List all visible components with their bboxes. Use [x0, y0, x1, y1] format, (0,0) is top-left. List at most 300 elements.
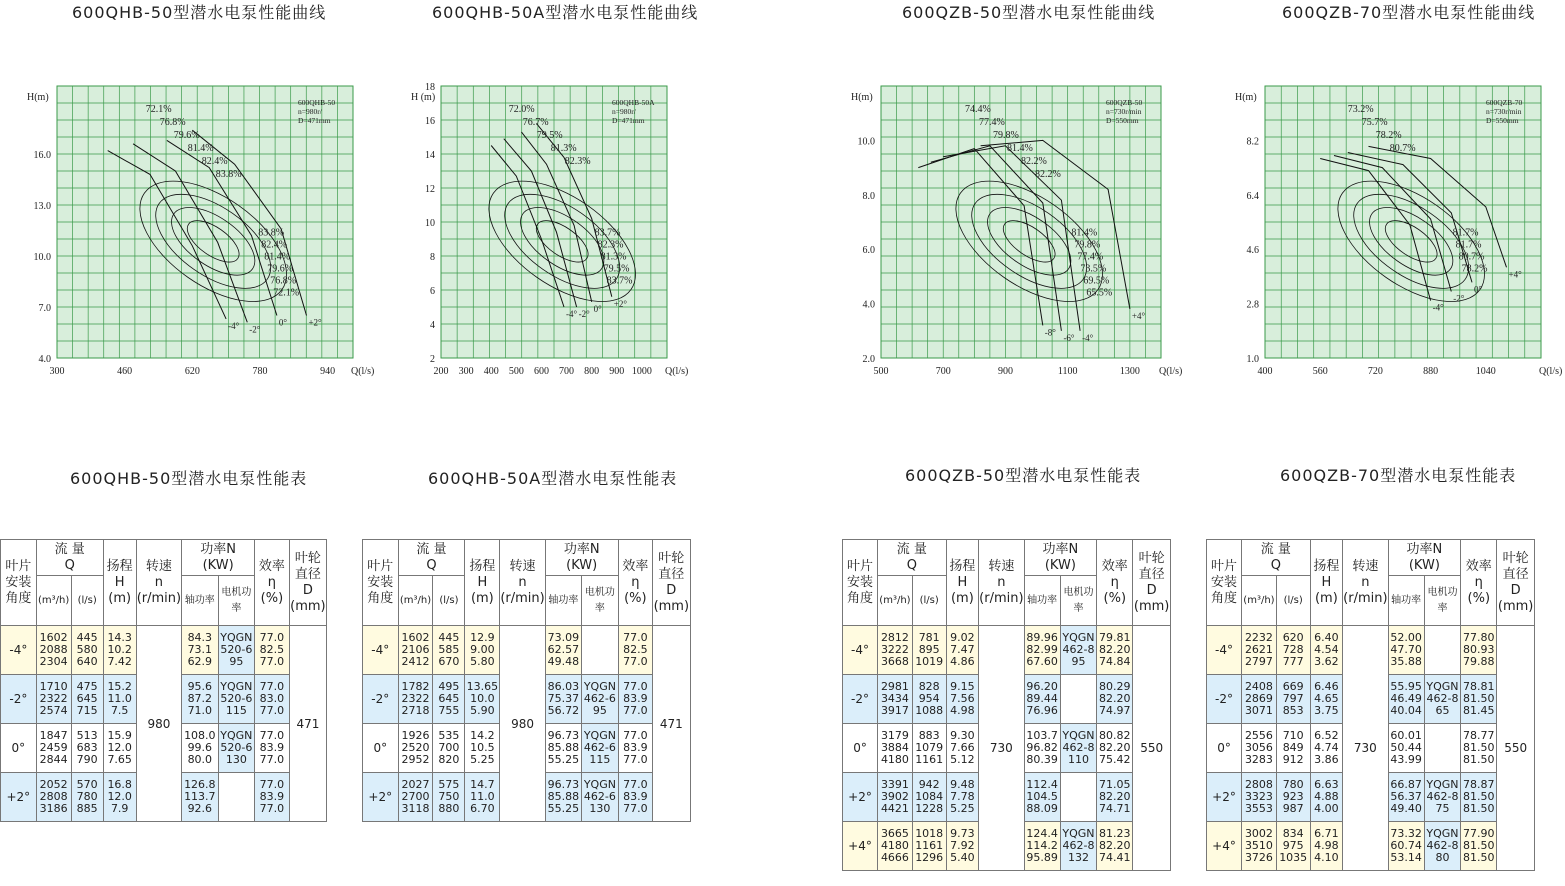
efficiency-cell: 77.0 83.9 77.0 [618, 724, 652, 773]
curve-angle-label: 0° [1474, 284, 1483, 295]
y-tick-label: 2.0 [862, 354, 875, 365]
efficiency-label: 77.4% [1077, 251, 1104, 263]
shaft-power-cell: 84.3 73.1 62.9 [182, 626, 218, 675]
header-flow: 流 量 Q [36, 540, 103, 576]
table-title-4: 600QZB-70型潜水电泵性能表 [1280, 466, 1517, 485]
header-speed: 转速 n (r/min) [500, 540, 545, 626]
flow-ls-cell: 781 895 1019 [912, 626, 946, 675]
header-shaft-power: 轴功率 [182, 576, 218, 626]
efficiency-label: 81.3% [550, 143, 577, 154]
shaft-power-cell: 60.01 50.44 43.99 [1388, 724, 1424, 773]
flow-m3h-cell: 2232 2621 2797 [1242, 626, 1277, 675]
head-cell: 14.2 10.5 5.25 [465, 724, 500, 773]
efficiency-label: 79.8% [1074, 239, 1101, 251]
flow-ls-cell: 445 585 670 [433, 626, 465, 675]
legend-text: n=980r/ [612, 107, 636, 116]
y-axis-label: H(m) [27, 92, 49, 103]
efficiency-label: 83.7% [594, 227, 621, 239]
head-cell: 9.02 7.47 4.86 [946, 626, 979, 675]
blade-angle-cell: +2° [843, 773, 878, 822]
header-blade-angle: 叶片 安装 角度 [363, 540, 399, 626]
blade-angle-cell: -4° [1, 626, 37, 675]
header-speed: 转速 n (r/min) [979, 540, 1024, 626]
head-cell: 9.48 7.78 5.25 [946, 773, 979, 822]
efficiency-label: 79.6% [173, 130, 200, 141]
x-tick-label: 300 [49, 366, 65, 377]
y-tick-label: 2 [430, 354, 435, 365]
efficiency-cell: 78.81 81.50 81.45 [1461, 675, 1497, 724]
efficiency-label: 81.3% [600, 251, 627, 263]
impeller-diameter-cell: 550 [1133, 626, 1171, 871]
header-m3h: (m³/h) [878, 576, 913, 626]
y-tick-label: 4.0 [862, 299, 875, 311]
y-tick-label: 6.0 [862, 245, 875, 257]
chart-title-2: 600QHB-50A型潜水电泵性能曲线 [432, 3, 699, 22]
shaft-power-cell: 73.09 62.57 49.48 [545, 626, 581, 675]
curve-angle-label: -4° [1432, 302, 1444, 313]
header-head: 扬程 H (m) [465, 540, 500, 626]
x-axis-label: Q(l/s) [1159, 366, 1183, 377]
header-ls: (l/s) [71, 576, 103, 626]
flow-ls-cell: 1018 1161 1296 [912, 822, 946, 871]
efficiency-label: 73.5% [1080, 263, 1107, 275]
flow-ls-cell: 495 645 755 [433, 675, 465, 724]
flow-ls-cell: 942 1084 1228 [912, 773, 946, 822]
x-tick-label: 1300 [1119, 366, 1140, 377]
flow-m3h-cell: 1710 2322 2574 [36, 675, 71, 724]
efficiency-cell: 71.05 82.20 74.71 [1097, 773, 1133, 822]
x-tick-label: 940 [320, 366, 336, 377]
efficiency-cell: 78.87 81.50 81.50 [1461, 773, 1497, 822]
shaft-power-cell: 86.03 75.37 56.72 [545, 675, 581, 724]
x-tick-label: 1000 [631, 366, 652, 377]
header-power: 功率N (KW) [545, 540, 618, 576]
impeller-diameter-cell: 550 [1497, 626, 1535, 871]
x-tick-label: 500 [508, 366, 524, 377]
curve-angle-label: 0° [593, 303, 602, 314]
x-axis-label: Q(l/s) [351, 366, 375, 377]
y-axis-label: H(m) [1235, 92, 1257, 103]
efficiency-label: 72.1% [273, 287, 300, 299]
efficiency-cell: 77.0 83.0 77.0 [255, 675, 289, 724]
x-tick-label: 300 [458, 366, 474, 377]
flow-m3h-cell: 2408 2869 3071 [1242, 675, 1277, 724]
header-speed: 转速 n (r/min) [1343, 540, 1388, 626]
motor-power-cell: YQGN 462-8 80 [1424, 822, 1460, 871]
shaft-power-cell: 108.0 99.6 80.0 [182, 724, 218, 773]
blade-angle-cell: 0° [843, 724, 878, 773]
efficiency-cell: 80.82 82.20 75.42 [1097, 724, 1133, 773]
x-tick-label: 800 [584, 366, 600, 377]
y-tick-label: 6.4 [1246, 190, 1259, 202]
legend-text: 600QHB-50 [298, 98, 336, 107]
head-cell: 15.2 11.0 7.5 [103, 675, 136, 724]
head-cell: 13.65 10.0 5.90 [465, 675, 500, 724]
blade-angle-cell: -4° [843, 626, 878, 675]
efficiency-cell: 81.23 82.20 74.41 [1097, 822, 1133, 871]
header-shaft-power: 轴功率 [1024, 576, 1060, 626]
efficiency-label: 78.2% [1375, 130, 1402, 141]
blade-angle-cell: +2° [363, 773, 399, 822]
efficiency-label: 82.2% [1035, 169, 1061, 180]
efficiency-label: 81.4% [1007, 143, 1033, 154]
flow-ls-cell: 445 580 640 [71, 626, 103, 675]
flow-m3h-cell: 2052 2808 3186 [36, 773, 71, 822]
x-tick-label: 700 [935, 366, 951, 377]
legend-text: D=471mm [612, 116, 645, 125]
motor-power-cell: YQGN 462-8 110 [1060, 724, 1096, 773]
header-ls: (l/s) [433, 576, 465, 626]
flow-m3h-cell: 1602 2106 2412 [398, 626, 433, 675]
efficiency-cell: 77.0 83.9 77.0 [618, 675, 652, 724]
flow-m3h-cell: 3002 3510 3726 [1242, 822, 1277, 871]
y-tick-label: 6 [430, 286, 435, 297]
x-tick-label: 900 [997, 366, 1013, 377]
blade-angle-cell: 0° [1207, 724, 1242, 773]
header-blade-angle: 叶片 安装 角度 [1207, 540, 1242, 626]
curve-angle-label: -2° [249, 324, 261, 335]
motor-power-cell: YQGN 462-8 95 [1060, 626, 1096, 675]
y-tick-label: 16.0 [33, 150, 51, 161]
curve-angle-label: +4° [1131, 311, 1146, 322]
performance-table [842, 539, 1198, 871]
flow-m3h-cell: 2556 3056 3283 [1242, 724, 1277, 773]
efficiency-cell: 77.0 83.9 77.0 [255, 773, 289, 822]
header-impeller: 叶轮直径 D (mm) [289, 540, 327, 626]
flow-ls-cell: 535 700 820 [433, 724, 465, 773]
header-power: 功率N (KW) [182, 540, 255, 576]
flow-m3h-cell: 2027 2700 3118 [398, 773, 433, 822]
shaft-power-cell: 52.00 47.70 35.88 [1388, 626, 1424, 675]
efficiency-cell: 78.77 81.50 81.50 [1461, 724, 1497, 773]
blade-angle-cell: +2° [1, 773, 37, 822]
y-axis-label: H(m) [851, 92, 873, 103]
efficiency-label: 80.7% [1458, 251, 1485, 263]
flow-m3h-cell: 1847 2459 2844 [36, 724, 71, 773]
header-efficiency: 效率 η (%) [618, 540, 652, 626]
shaft-power-cell: 126.8 113.7 92.6 [182, 773, 218, 822]
shaft-power-cell: 96.73 85.88 55.25 [545, 773, 581, 822]
efficiency-label: 72.1% [145, 104, 172, 115]
head-cell: 12.9 9.00 5.80 [465, 626, 500, 675]
blade-angle-cell: -4° [363, 626, 399, 675]
flow-m3h-cell: 3391 3902 4421 [878, 773, 913, 822]
shaft-power-cell: 73.32 60.74 53.14 [1388, 822, 1424, 871]
motor-power-cell: YQGN 520-6 115 [218, 675, 255, 724]
efficiency-label: 76.7% [522, 117, 549, 128]
performance-table [0, 539, 356, 822]
motor-power-cell [582, 626, 619, 675]
y-tick-label: 7.0 [38, 303, 51, 314]
motor-power-cell: YQGN 520-6 95 [218, 626, 255, 675]
y-tick-label: 13.0 [33, 201, 51, 212]
curve-angle-label: -4° [566, 309, 578, 319]
flow-m3h-cell: 2808 3323 3553 [1242, 773, 1277, 822]
motor-power-cell: YQGN 462-8 132 [1060, 822, 1096, 871]
motor-power-cell: YQGN 462-6 115 [582, 724, 619, 773]
header-m3h: (m³/h) [36, 576, 71, 626]
flow-m3h-cell: 1926 2520 2952 [398, 724, 433, 773]
efficiency-label: 77.4% [979, 117, 1005, 128]
legend-text: 600QZB-50 [1106, 98, 1143, 107]
y-tick-label: 8.2 [1246, 136, 1259, 148]
efficiency-cell: 77.80 80.93 79.88 [1461, 626, 1497, 675]
motor-power-cell: YQGN 462-6 95 [582, 675, 619, 724]
chart-title-4: 600QZB-70型潜水电泵性能曲线 [1282, 3, 1536, 22]
efficiency-label: 79.8% [993, 130, 1019, 141]
table-title-1: 600QHB-50型潜水电泵性能表 [70, 469, 308, 488]
y-tick-label: 4 [430, 320, 435, 331]
efficiency-label: 79.6% [267, 263, 294, 275]
y-tick-label: 12 [425, 184, 435, 195]
chart-title-3: 600QZB-50型潜水电泵性能曲线 [902, 3, 1156, 22]
efficiency-cell: 77.0 83.9 77.0 [618, 773, 652, 822]
impeller-diameter-cell: 471 [653, 626, 691, 822]
efficiency-label: 81.7% [1455, 239, 1482, 251]
header-ls: (l/s) [912, 576, 946, 626]
curve-angle-label: -2° [1453, 293, 1465, 304]
speed-cell: 980 [136, 626, 181, 822]
performance-table [362, 539, 719, 822]
blade-angle-cell: -2° [1, 675, 37, 724]
flow-ls-cell: 834 975 1035 [1276, 822, 1310, 871]
head-cell: 14.3 10.2 7.42 [103, 626, 136, 675]
efficiency-cell: 79.81 82.20 74.84 [1097, 626, 1133, 675]
head-cell: 6.46 4.65 3.75 [1310, 675, 1343, 724]
speed-cell: 730 [1343, 626, 1388, 871]
header-motor-power: 电机功率 [582, 576, 619, 626]
head-cell: 6.40 4.54 3.62 [1310, 626, 1343, 675]
y-tick-label: 4.0 [38, 354, 51, 365]
flow-m3h-cell: 3665 4180 4666 [878, 822, 913, 871]
head-cell: 6.52 4.74 3.86 [1310, 724, 1343, 773]
efficiency-label: 72.0% [508, 104, 535, 115]
flow-m3h-cell: 1602 2088 2304 [36, 626, 71, 675]
shaft-power-cell: 103.7 96.82 80.39 [1024, 724, 1060, 773]
blade-angle-cell: +4° [843, 822, 878, 871]
table-row [363, 626, 719, 675]
x-tick-label: 460 [117, 366, 133, 377]
motor-power-cell [218, 773, 255, 822]
flow-ls-cell: 575 750 880 [433, 773, 465, 822]
efficiency-label: 81.4% [1071, 227, 1098, 239]
efficiency-label: 79.5% [603, 263, 630, 275]
motor-power-cell [1424, 724, 1460, 773]
header-blade-angle: 叶片 安装 角度 [843, 540, 878, 626]
blade-angle-cell: 0° [363, 724, 399, 773]
header-motor-power: 电机功率 [1060, 576, 1096, 626]
motor-power-cell: YQGN 462-8 75 [1424, 773, 1460, 822]
efficiency-label: 81.4% [187, 143, 214, 154]
table-row [1, 626, 356, 675]
x-tick-label: 560 [1312, 366, 1328, 377]
efficiency-label: 83.7% [606, 275, 633, 287]
blade-angle-cell: +2° [1207, 773, 1242, 822]
efficiency-label: 79.5% [536, 130, 563, 141]
y-tick-label: 4.6 [1246, 245, 1259, 257]
efficiency-label: 76.8% [270, 275, 297, 287]
y-tick-label: 18 [425, 82, 435, 93]
x-tick-label: 720 [1367, 366, 1383, 377]
flow-ls-cell: 513 683 790 [71, 724, 103, 773]
shaft-power-cell: 66.87 56.37 49.40 [1388, 773, 1424, 822]
motor-power-cell: YQGN 520-6 130 [218, 724, 255, 773]
performance-table [1206, 539, 1562, 871]
shaft-power-cell: 89.96 82.99 67.60 [1024, 626, 1060, 675]
curve-angle-label: +4° [1508, 269, 1522, 280]
performance-charts [0, 0, 1565, 400]
efficiency-cell: 80.29 82.20 74.97 [1097, 675, 1133, 724]
header-shaft-power: 轴功率 [1388, 576, 1424, 626]
efficiency-label: 73.2% [1347, 104, 1374, 115]
efficiency-label: 82.2% [1021, 156, 1047, 167]
header-speed: 转速 n (r/min) [136, 540, 181, 626]
efficiency-label: 80.7% [1389, 143, 1416, 154]
y-tick-label: 10 [425, 218, 435, 229]
flow-ls-cell: 883 1079 1161 [912, 724, 946, 773]
head-cell: 16.8 12.0 7.9 [103, 773, 136, 822]
flow-m3h-cell: 1782 2322 2718 [398, 675, 433, 724]
flow-ls-cell: 570 780 885 [71, 773, 103, 822]
blade-angle-cell: -2° [1207, 675, 1242, 724]
shaft-power-cell: 96.73 85.88 55.25 [545, 724, 581, 773]
table-title-3: 600QZB-50型潜水电泵性能表 [905, 466, 1142, 485]
header-efficiency: 效率 η (%) [1461, 540, 1497, 626]
motor-power-cell: YQGN 462-6 130 [582, 773, 619, 822]
header-shaft-power: 轴功率 [545, 576, 581, 626]
header-flow: 流 量 Q [1242, 540, 1311, 576]
flow-ls-cell: 780 923 987 [1276, 773, 1310, 822]
head-cell: 6.71 4.98 4.10 [1310, 822, 1343, 871]
speed-cell: 980 [500, 626, 545, 822]
header-impeller: 叶轮直径 D (mm) [1133, 540, 1171, 626]
flow-m3h-cell: 2812 3222 3668 [878, 626, 913, 675]
header-efficiency: 效率 η (%) [1097, 540, 1133, 626]
head-cell: 15.9 12.0 7.65 [103, 724, 136, 773]
header-motor-power: 电机功率 [218, 576, 255, 626]
flow-ls-cell: 620 728 777 [1276, 626, 1310, 675]
y-tick-label: 10.0 [857, 136, 875, 148]
efficiency-label: 81.4% [264, 251, 291, 263]
header-ls: (l/s) [1276, 576, 1310, 626]
legend-text: n=730r/min [1486, 107, 1522, 116]
blade-angle-cell: -2° [843, 675, 878, 724]
x-tick-label: 620 [184, 366, 200, 377]
header-m3h: (m³/h) [1242, 576, 1277, 626]
legend-text: 600QZB-70 [1486, 98, 1523, 107]
legend-text: 600QHB-50A [612, 98, 655, 107]
shaft-power-cell: 112.4 104.5 88.09 [1024, 773, 1060, 822]
head-cell: 6.63 4.88 4.00 [1310, 773, 1343, 822]
y-tick-label: 8.0 [862, 190, 875, 202]
efficiency-label: 82.4% [261, 239, 288, 251]
flow-m3h-cell: 2981 3434 3917 [878, 675, 913, 724]
blade-angle-cell: -4° [1207, 626, 1242, 675]
header-head: 扬程 H (m) [1310, 540, 1343, 626]
header-power: 功率N (KW) [1024, 540, 1097, 576]
header-motor-power: 电机功率 [1424, 576, 1460, 626]
header-power: 功率N (KW) [1388, 540, 1461, 576]
x-tick-label: 1100 [1057, 366, 1078, 377]
shaft-power-cell: 55.95 46.49 40.04 [1388, 675, 1424, 724]
flow-m3h-cell: 3179 3884 4180 [878, 724, 913, 773]
efficiency-label: 69.5% [1083, 275, 1110, 287]
shaft-power-cell: 95.6 87.2 71.0 [182, 675, 218, 724]
x-tick-label: 200 [433, 366, 449, 377]
efficiency-label: 81.7% [1452, 227, 1479, 239]
flow-ls-cell: 669 797 853 [1276, 675, 1310, 724]
header-head: 扬程 H (m) [946, 540, 979, 626]
head-cell: 9.15 7.56 4.98 [946, 675, 979, 724]
efficiency-label: 83.8% [258, 227, 285, 239]
efficiency-label: 74.4% [965, 104, 991, 115]
header-head: 扬程 H (m) [103, 540, 136, 626]
efficiency-label: 75.7% [1361, 117, 1388, 128]
y-tick-label: 1.0 [1246, 354, 1259, 365]
curve-angle-label: +2° [308, 317, 322, 328]
curve-angle-label: 0° [278, 317, 287, 328]
efficiency-cell: 77.0 82.5 77.0 [255, 626, 289, 675]
header-impeller: 叶轮直径 D (mm) [653, 540, 691, 626]
x-tick-label: 1040 [1475, 366, 1496, 377]
curve-angle-label: -6° [1063, 332, 1075, 343]
blade-angle-cell: -2° [363, 675, 399, 724]
x-tick-label: 880 [1423, 366, 1439, 377]
legend-text: D=471mm [298, 116, 331, 125]
efficiency-cell: 77.0 82.5 77.0 [618, 626, 652, 675]
chart-title-1: 600QHB-50型潜水电泵性能曲线 [72, 3, 327, 22]
flow-ls-cell: 475 645 715 [71, 675, 103, 724]
flow-ls-cell: 828 954 1088 [912, 675, 946, 724]
efficiency-label: 82.4% [201, 156, 228, 167]
x-tick-label: 400 [1257, 366, 1273, 377]
efficiency-label: 82.3% [564, 156, 591, 167]
head-cell: 14.7 11.0 6.70 [465, 773, 500, 822]
y-axis-label: H (m) [411, 92, 436, 103]
y-tick-label: 10.0 [33, 252, 51, 263]
y-tick-label: 16 [425, 116, 435, 127]
legend-text: n=980r/ [298, 107, 322, 116]
legend-text: n=730r/min [1106, 107, 1142, 116]
efficiency-label: 65.5% [1086, 287, 1113, 299]
table-row [1207, 626, 1562, 675]
curve-angle-label: +2° [613, 298, 627, 309]
motor-power-cell [1060, 773, 1096, 822]
table-row [843, 626, 1198, 675]
efficiency-label: 83.8% [215, 169, 242, 180]
header-impeller: 叶轮直径 D (mm) [1497, 540, 1535, 626]
efficiency-label: 78.2% [1461, 263, 1488, 275]
x-tick-label: 500 [873, 366, 889, 377]
efficiency-label: 76.8% [159, 117, 186, 128]
shaft-power-cell: 124.4 114.2 95.89 [1024, 822, 1060, 871]
head-cell: 9.73 7.92 5.40 [946, 822, 979, 871]
y-tick-label: 14 [425, 150, 435, 161]
header-blade-angle: 叶片 安装 角度 [1, 540, 37, 626]
y-tick-label: 2.8 [1246, 299, 1259, 311]
curve-angle-label: -4° [1082, 332, 1094, 343]
y-tick-label: 8 [430, 252, 435, 263]
curve-angle-label: -8° [1044, 327, 1056, 338]
efficiency-label: 82.3% [597, 239, 624, 251]
x-tick-label: 900 [609, 366, 625, 377]
motor-power-cell [1424, 626, 1460, 675]
x-axis-label: Q(l/s) [665, 366, 689, 377]
blade-angle-cell: 0° [1, 724, 37, 773]
header-flow: 流 量 Q [878, 540, 947, 576]
speed-cell: 730 [979, 626, 1024, 871]
x-axis-label: Q(l/s) [1539, 366, 1563, 377]
